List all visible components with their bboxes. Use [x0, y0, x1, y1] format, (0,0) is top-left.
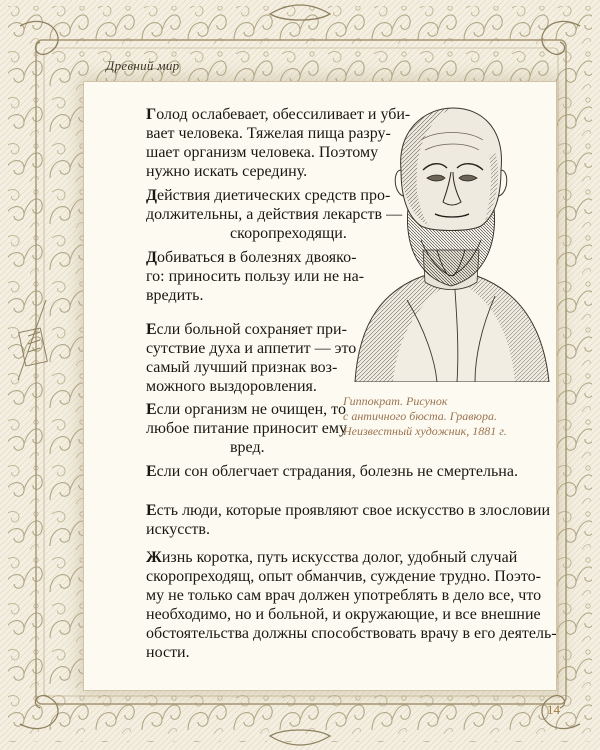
aphorism-paragraph: [146, 320, 356, 396]
paragraph-line: должительны, а действия лекарств —: [146, 206, 403, 223]
paragraph-initial: Д: [146, 249, 158, 266]
image-caption: [343, 394, 548, 439]
paragraph-line: скоропреходящ, опыт обманчив, суждение трудно. Поэто-: [146, 568, 541, 585]
aphorism-paragraph: [146, 400, 347, 457]
paragraph-line: нужно искать середину.: [146, 163, 308, 180]
paragraph-line: скоропреходящи.: [230, 225, 347, 242]
paragraph-initial: Е: [146, 321, 157, 338]
paragraph-line: обиваться в болезнях двояко-: [157, 249, 357, 266]
paragraph-initial: Д: [146, 187, 158, 204]
page-number: 14: [547, 702, 560, 717]
paragraph-line: сли организм не очищен, то: [156, 401, 346, 418]
paragraph-initial: Е: [146, 401, 157, 418]
paragraph-initial: Г: [146, 106, 157, 123]
aphorism-paragraph: [146, 501, 550, 539]
paragraph-initial: Ж: [146, 549, 162, 566]
paragraph-line: шает организм человека. Поэтому: [146, 144, 379, 161]
paragraph-line: ействия диетических средств про-: [157, 187, 391, 204]
paragraph-line: сли сон облегчает страдания, болезнь не смертельна.: [156, 463, 518, 480]
paragraph-line: ности.: [146, 644, 190, 661]
caption-line: Неизвестный художник, 1881 г.: [343, 424, 507, 438]
paragraph-line: любое питание приносит ему: [146, 420, 347, 437]
paragraph-initial: Е: [146, 463, 157, 480]
paragraph-line: олод ослабевает, обессиливает и уби-: [156, 106, 411, 123]
paragraph-line: сли больной сохраняет при-: [156, 321, 347, 338]
paragraph-line: обстоятельства должны способствовать врачу в его деятель-: [146, 625, 557, 642]
aphorism-paragraph: [146, 548, 557, 662]
aphorism-paragraph: [146, 462, 518, 481]
caption-line: Гиппократ. Рисунок: [343, 394, 448, 408]
paragraph-line: искусств.: [146, 521, 210, 538]
paragraph-line: вает человека. Тяжелая пища разру-: [146, 125, 391, 142]
hippocrates-bust-engraving: [345, 100, 555, 382]
paragraph-line: самый лучший признак воз-: [146, 359, 338, 376]
paragraph-line: вред.: [230, 439, 265, 456]
paragraph-line: вредить.: [146, 287, 204, 304]
paragraph-line: изнь коротка, путь искусства долог, удобный случай: [161, 549, 518, 566]
paragraph-line: сть люди, которые проявляют свое искусство в злословии: [156, 502, 551, 519]
paragraph-line: необходимо, но и больной, и окружающие, и все внешние: [146, 606, 541, 623]
paragraph-line: го: приносить пользу или не на-: [146, 268, 365, 285]
running-head: Древний мир: [106, 58, 180, 73]
paragraph-initial: Е: [146, 502, 157, 519]
paragraph-line: сутствие духа и аппетит — это: [146, 340, 357, 357]
caption-line: с античного бюста. Гравюра.: [343, 409, 497, 423]
paragraph-line: му не только сам врач должен употреблять в дело все, что: [146, 587, 542, 604]
paragraph-line: можного выздоровления.: [146, 378, 317, 395]
aphorism-paragraph: [146, 248, 364, 305]
